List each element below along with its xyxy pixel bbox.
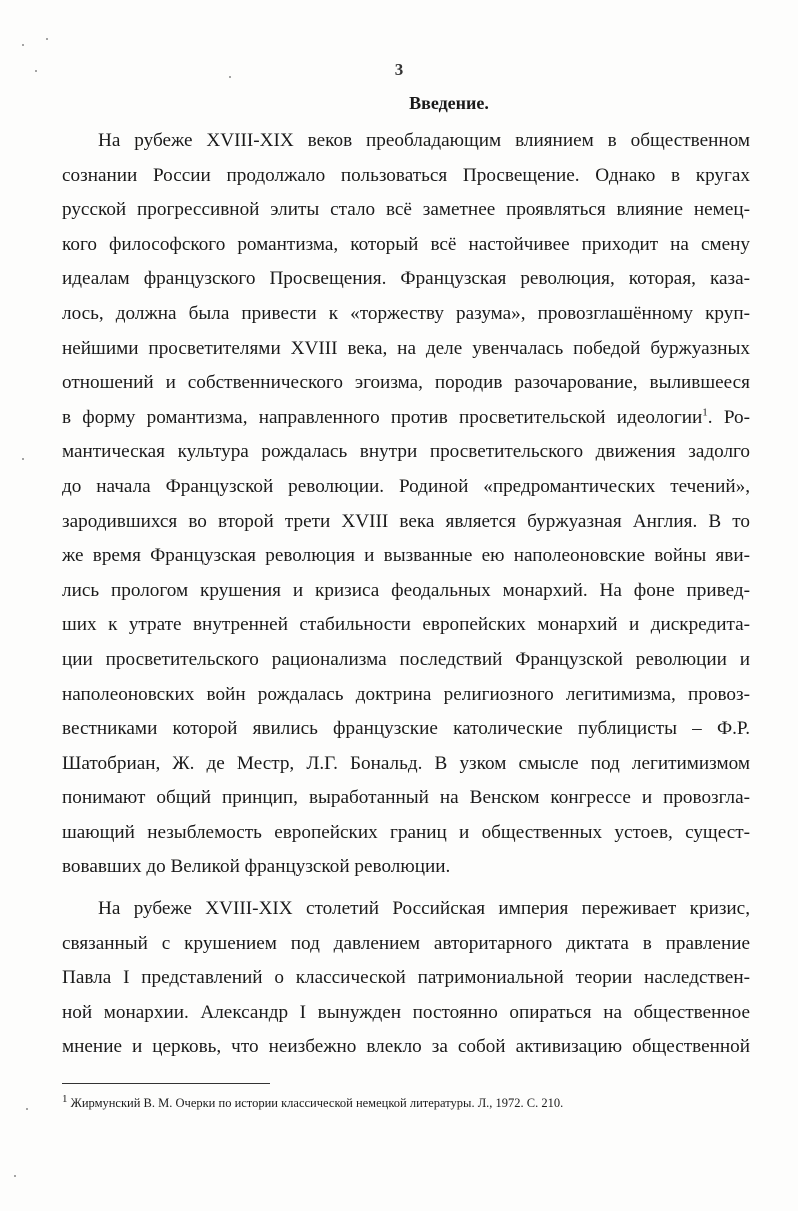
text-line: связанный с крушением под давлением авторитарного диктата в правление (62, 932, 750, 954)
scan-speck (26, 1108, 28, 1110)
text-line: идеалам французского Просвещения. Французская революция, которая, каза- (62, 268, 750, 290)
body-text (62, 124, 750, 1065)
text-line-part: в форму романтизма, направленного против просветительской идеологии (62, 406, 703, 428)
text-line: сознании России продолжало пользоваться Просвещение. Однако в кругах (62, 164, 750, 186)
text-line: русской прогрессивной элиты стало всё заметнее проявляться влияние немец- (62, 199, 750, 221)
text-line: наполеоновских войн рождалась доктрина религиозного легитимизма, провоз- (62, 683, 750, 705)
scan-speck (22, 458, 24, 460)
text-line: до начала Французской революции. Родиной «предромантических течений», (62, 475, 750, 497)
scan-speck (22, 44, 24, 46)
text-line: ной монархии. Александр I вынужден постоянно опираться на общественное (62, 1001, 750, 1023)
text-line: лось, должна была привести к «торжеству разума», провозглашённому круп- (62, 302, 750, 324)
text-line: отношений и собственнического эгоизма, породив разочарование, вылившееся (62, 372, 750, 394)
footnote-separator (62, 1083, 270, 1084)
footnote-reference[interactable]: 1 (702, 406, 708, 419)
text-line: нейшими просветителями XVIII века, на деле увенчалась победой буржуазных (62, 337, 750, 359)
text-line: мантическая культура рождалась внутри просветительского движения задолго (62, 441, 750, 463)
text-line: шающий незыблемость европейских границ и общественных устоев, сущест- (62, 821, 750, 843)
footnote-text: Жирмунский В. М. Очерки по истории классической немецкой литературы. Л., 1972. С. 210. (70, 1096, 564, 1110)
page-title: Введение. (409, 93, 489, 113)
text-line: На рубеже XVIII-XIX веков преобладающим влиянием в общественном (98, 130, 750, 151)
text-line: лись прологом крушения и кризиса феодальных монархий. На фоне привед- (62, 579, 750, 601)
text-line: понимают общий принцип, выработанный на Венском конгрессе и провозгла- (62, 787, 750, 809)
scan-speck (35, 70, 37, 72)
footnote-marker: 1 (62, 1092, 68, 1105)
text-line: ции просветительского рационализма последствий Французской революции и (62, 648, 750, 670)
text-line-with-footnote-ref (62, 401, 750, 436)
text-line: же время Французская революция и вызванные ею наполеоновские войны яви- (62, 545, 750, 567)
text-line: ших к утрате внутренней стабильности европейских монархий и дискредита- (62, 614, 750, 636)
text-line: Шатобриан, Ж. де Местр, Л.Г. Бональд. В узком смысле под легитимизмом (62, 752, 750, 774)
text-line: мнение и церковь, что неизбежно влекло за собой активизацию общественной (62, 1036, 750, 1058)
text-line: кого философского романтизма, который всё настойчивее приходит на смену (62, 233, 750, 255)
text-line: вестниками которой явились французские католические публицисты – Ф.Р. (62, 718, 750, 740)
page-number: 3 (394, 60, 404, 79)
scan-speck (14, 1175, 16, 1177)
text-line-part: . Ро- (707, 406, 750, 428)
text-line: зародившихся во второй трети XVIII века является буржуазная Англия. В то (62, 510, 750, 532)
text-line: Павла I представлений о классической патримониальной теории наследствен- (62, 967, 750, 989)
text-line: вовавших до Великой французской революции. (62, 856, 451, 878)
footnote (62, 1094, 752, 1112)
scan-speck (229, 76, 231, 78)
text-line: На рубеже XVIII-XIX столетий Российская империя переживает кризис, (98, 898, 750, 920)
scan-speck (46, 38, 48, 40)
